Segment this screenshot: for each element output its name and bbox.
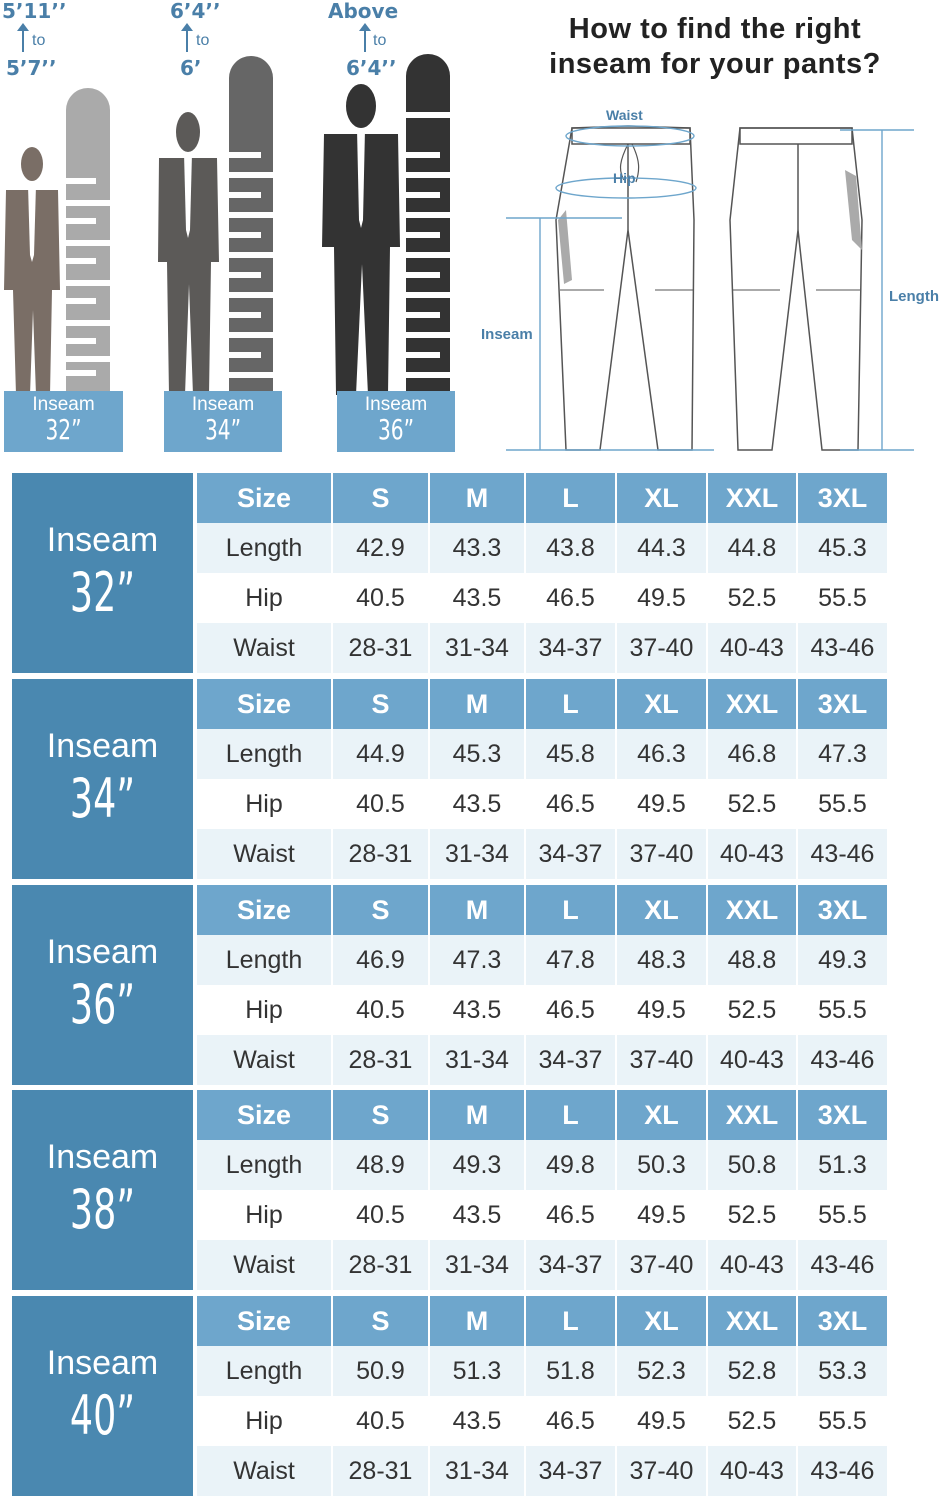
value-cell: 43.5 bbox=[429, 1190, 525, 1240]
value-cell: 43-46 bbox=[797, 1446, 887, 1496]
row-label: Hip bbox=[196, 1396, 332, 1446]
table-row bbox=[196, 829, 887, 879]
header-cell: Size bbox=[196, 679, 332, 729]
table-row bbox=[196, 1446, 887, 1496]
row-label: Length bbox=[196, 729, 332, 779]
value-cell: 31-34 bbox=[429, 623, 525, 673]
value-cell: 43-46 bbox=[797, 623, 887, 673]
value-cell: 31-34 bbox=[429, 1035, 525, 1085]
table-row bbox=[196, 1240, 887, 1290]
value-cell: 45.3 bbox=[797, 523, 887, 573]
row-label: Length bbox=[196, 935, 332, 985]
table-row bbox=[196, 573, 887, 623]
value-cell: 40.5 bbox=[332, 1396, 429, 1446]
value-cell: 44.8 bbox=[707, 523, 797, 573]
value-cell: 49.5 bbox=[616, 573, 707, 623]
header-cell: M bbox=[429, 885, 525, 935]
value-cell: 40-43 bbox=[707, 829, 797, 879]
value-cell: 28-31 bbox=[332, 1446, 429, 1496]
value-cell: 49.5 bbox=[616, 779, 707, 829]
value-cell: 52.5 bbox=[707, 1396, 797, 1446]
height-from: Above bbox=[328, 0, 399, 23]
value-cell: 28-31 bbox=[332, 1240, 429, 1290]
value-cell: 37-40 bbox=[616, 1446, 707, 1496]
value-cell: 51.8 bbox=[525, 1346, 616, 1396]
value-cell: 34-37 bbox=[525, 623, 616, 673]
value-cell: 46.9 bbox=[332, 935, 429, 985]
value-cell: 43.8 bbox=[525, 523, 616, 573]
header-cell: XXL bbox=[707, 679, 797, 729]
header-cell: M bbox=[429, 473, 525, 523]
inseam-badge-34 bbox=[164, 391, 282, 452]
value-cell: 40-43 bbox=[707, 1240, 797, 1290]
value-cell: 53.3 bbox=[797, 1346, 887, 1396]
value-cell: 43.3 bbox=[429, 523, 525, 573]
inseam-side-title: Inseam bbox=[46, 521, 159, 559]
value-cell: 43.5 bbox=[429, 779, 525, 829]
row-label: Length bbox=[196, 1346, 332, 1396]
value-cell: 37-40 bbox=[616, 829, 707, 879]
header-cell: L bbox=[525, 679, 616, 729]
value-cell: 50.3 bbox=[616, 1140, 707, 1190]
header-cell: XL bbox=[616, 1090, 707, 1140]
header-cell: XL bbox=[616, 679, 707, 729]
size-table bbox=[195, 679, 887, 879]
value-cell: 52.8 bbox=[707, 1346, 797, 1396]
value-cell: 43.5 bbox=[429, 1396, 525, 1446]
value-cell: 52.5 bbox=[707, 573, 797, 623]
table-row bbox=[196, 1035, 887, 1085]
header-cell: Size bbox=[196, 473, 332, 523]
height-from: 6’4’’ bbox=[170, 0, 221, 23]
arrow-up-icon bbox=[22, 30, 24, 52]
inseam-side-title: Inseam bbox=[46, 1344, 159, 1382]
value-cell: 55.5 bbox=[797, 1396, 887, 1446]
size-table bbox=[195, 885, 887, 1085]
value-cell: 43-46 bbox=[797, 1240, 887, 1290]
value-cell: 50.8 bbox=[707, 1140, 797, 1190]
value-cell: 44.9 bbox=[332, 729, 429, 779]
size-table-block bbox=[12, 885, 888, 1085]
table-header-row bbox=[196, 473, 887, 523]
row-label: Hip bbox=[196, 573, 332, 623]
inseam-side-value: 32” bbox=[69, 561, 136, 624]
waist-label: Waist bbox=[606, 107, 643, 123]
inseam-side-value: 34” bbox=[69, 767, 136, 830]
value-cell: 55.5 bbox=[797, 985, 887, 1035]
inseam-side-label bbox=[12, 885, 193, 1085]
value-cell: 34-37 bbox=[525, 1240, 616, 1290]
inseam-badge-label: Inseam bbox=[191, 394, 255, 415]
pants-diagram-icon bbox=[500, 100, 920, 460]
value-cell: 45.8 bbox=[525, 729, 616, 779]
header-cell: XXL bbox=[707, 1296, 797, 1346]
table-header-row bbox=[196, 679, 887, 729]
header-cell: Size bbox=[196, 885, 332, 935]
table-row bbox=[196, 1190, 887, 1240]
length-label: Length bbox=[889, 288, 939, 305]
value-cell: 40-43 bbox=[707, 1035, 797, 1085]
value-cell: 46.5 bbox=[525, 985, 616, 1035]
person-ruler-icon bbox=[155, 52, 280, 395]
row-label: Hip bbox=[196, 1190, 332, 1240]
person-ruler-icon bbox=[0, 50, 120, 395]
value-cell: 48.8 bbox=[707, 935, 797, 985]
height-to: 5’7’’ bbox=[6, 56, 57, 80]
inseam-badge-36 bbox=[337, 391, 455, 452]
height-to: 6’4’’ bbox=[346, 56, 397, 80]
inseam-side-title: Inseam bbox=[46, 933, 159, 971]
table-header-row bbox=[196, 1296, 887, 1346]
table-row bbox=[196, 623, 887, 673]
row-label: Waist bbox=[196, 1446, 332, 1496]
height-to: 6’ bbox=[180, 56, 202, 80]
value-cell: 45.3 bbox=[429, 729, 525, 779]
value-cell: 37-40 bbox=[616, 623, 707, 673]
value-cell: 52.5 bbox=[707, 985, 797, 1035]
value-cell: 52.5 bbox=[707, 779, 797, 829]
value-cell: 49.5 bbox=[616, 1190, 707, 1240]
value-cell: 34-37 bbox=[525, 1446, 616, 1496]
inseam-side-label bbox=[12, 473, 193, 673]
value-cell: 47.3 bbox=[797, 729, 887, 779]
value-cell: 48.9 bbox=[332, 1140, 429, 1190]
header-cell: 3XL bbox=[797, 1296, 887, 1346]
size-table-block bbox=[12, 679, 888, 879]
inseam-badge-value: 32” bbox=[45, 413, 82, 446]
inseam-label: Inseam bbox=[481, 326, 533, 343]
row-label: Waist bbox=[196, 1240, 332, 1290]
inseam-badge-value: 36” bbox=[377, 413, 415, 446]
header-cell: XXL bbox=[707, 885, 797, 935]
table-row bbox=[196, 935, 887, 985]
value-cell: 50.9 bbox=[332, 1346, 429, 1396]
header-cell: S bbox=[332, 679, 429, 729]
value-cell: 43-46 bbox=[797, 1035, 887, 1085]
value-cell: 49.5 bbox=[616, 985, 707, 1035]
table-row bbox=[196, 1140, 887, 1190]
value-cell: 49.3 bbox=[797, 935, 887, 985]
height-to-word: to bbox=[373, 32, 387, 49]
value-cell: 40.5 bbox=[332, 985, 429, 1035]
row-label: Length bbox=[196, 1140, 332, 1190]
header-cell: 3XL bbox=[797, 473, 887, 523]
value-cell: 47.3 bbox=[429, 935, 525, 985]
header-cell: L bbox=[525, 473, 616, 523]
row-label: Waist bbox=[196, 623, 332, 673]
value-cell: 37-40 bbox=[616, 1035, 707, 1085]
table-row bbox=[196, 779, 887, 829]
header-cell: 3XL bbox=[797, 679, 887, 729]
value-cell: 55.5 bbox=[797, 1190, 887, 1240]
value-cell: 44.3 bbox=[616, 523, 707, 573]
inseam-side-title: Inseam bbox=[46, 727, 159, 765]
value-cell: 31-34 bbox=[429, 829, 525, 879]
value-cell: 52.5 bbox=[707, 1190, 797, 1240]
table-header-row bbox=[196, 885, 887, 935]
value-cell: 46.5 bbox=[525, 1396, 616, 1446]
header-cell: Size bbox=[196, 1090, 332, 1140]
value-cell: 40-43 bbox=[707, 623, 797, 673]
value-cell: 40-43 bbox=[707, 1446, 797, 1496]
header-cell: XL bbox=[616, 473, 707, 523]
size-table-block bbox=[12, 1296, 888, 1496]
table-row bbox=[196, 1346, 887, 1396]
header-cell: M bbox=[429, 1090, 525, 1140]
value-cell: 48.3 bbox=[616, 935, 707, 985]
value-cell: 46.5 bbox=[525, 779, 616, 829]
value-cell: 46.5 bbox=[525, 573, 616, 623]
value-cell: 34-37 bbox=[525, 1035, 616, 1085]
value-cell: 40.5 bbox=[332, 779, 429, 829]
inseam-badge-value: 34” bbox=[204, 413, 242, 446]
table-row bbox=[196, 729, 887, 779]
header-cell: S bbox=[332, 473, 429, 523]
table-row bbox=[196, 523, 887, 573]
value-cell: 49.3 bbox=[429, 1140, 525, 1190]
inseam-side-label bbox=[12, 1296, 193, 1496]
header-cell: 3XL bbox=[797, 885, 887, 935]
table-row bbox=[196, 1396, 887, 1446]
header-cell: XL bbox=[616, 1296, 707, 1346]
size-table-block bbox=[12, 1090, 888, 1290]
value-cell: 31-34 bbox=[429, 1446, 525, 1496]
value-cell: 37-40 bbox=[616, 1240, 707, 1290]
arrow-up-icon bbox=[364, 30, 366, 52]
value-cell: 43-46 bbox=[797, 829, 887, 879]
row-label: Waist bbox=[196, 1035, 332, 1085]
height-to-word: to bbox=[196, 32, 210, 49]
header-cell: L bbox=[525, 1296, 616, 1346]
table-header-row bbox=[196, 1090, 887, 1140]
value-cell: 34-37 bbox=[525, 829, 616, 879]
value-cell: 55.5 bbox=[797, 573, 887, 623]
header-cell: M bbox=[429, 679, 525, 729]
row-label: Length bbox=[196, 523, 332, 573]
value-cell: 46.5 bbox=[525, 1190, 616, 1240]
inseam-side-title: Inseam bbox=[46, 1138, 159, 1176]
guide-title bbox=[520, 12, 910, 82]
inseam-side-value: 38” bbox=[69, 1178, 136, 1241]
value-cell: 51.3 bbox=[797, 1140, 887, 1190]
value-cell: 43.5 bbox=[429, 985, 525, 1035]
value-cell: 28-31 bbox=[332, 829, 429, 879]
value-cell: 31-34 bbox=[429, 1240, 525, 1290]
height-from: 5’11’’ bbox=[2, 0, 67, 23]
header-cell: S bbox=[332, 1296, 429, 1346]
inseam-side-value: 40” bbox=[69, 1384, 136, 1447]
size-table bbox=[195, 1090, 887, 1290]
header-cell: XL bbox=[616, 885, 707, 935]
value-cell: 49.8 bbox=[525, 1140, 616, 1190]
height-to-word: to bbox=[32, 32, 46, 49]
header-cell: S bbox=[332, 885, 429, 935]
header-cell: S bbox=[332, 1090, 429, 1140]
header-cell: L bbox=[525, 1090, 616, 1140]
value-cell: 40.5 bbox=[332, 573, 429, 623]
value-cell: 42.9 bbox=[332, 523, 429, 573]
header-cell: XXL bbox=[707, 1090, 797, 1140]
guide-title-line2: inseam for your pants? bbox=[549, 48, 881, 80]
value-cell: 55.5 bbox=[797, 779, 887, 829]
inseam-side-value: 36” bbox=[69, 973, 136, 1036]
value-cell: 49.5 bbox=[616, 1396, 707, 1446]
value-cell: 46.3 bbox=[616, 729, 707, 779]
inseam-badge-label: Inseam bbox=[32, 394, 95, 415]
header-cell: XXL bbox=[707, 473, 797, 523]
header-cell: M bbox=[429, 1296, 525, 1346]
row-label: Hip bbox=[196, 779, 332, 829]
row-label: Waist bbox=[196, 829, 332, 879]
person-ruler-icon bbox=[320, 52, 455, 395]
value-cell: 51.3 bbox=[429, 1346, 525, 1396]
size-table bbox=[195, 1296, 887, 1496]
value-cell: 43.5 bbox=[429, 573, 525, 623]
inseam-badge-32 bbox=[4, 391, 123, 452]
value-cell: 47.8 bbox=[525, 935, 616, 985]
header-cell: Size bbox=[196, 1296, 332, 1346]
value-cell: 28-31 bbox=[332, 623, 429, 673]
size-table-block bbox=[12, 473, 888, 673]
header-cell: L bbox=[525, 885, 616, 935]
value-cell: 28-31 bbox=[332, 1035, 429, 1085]
value-cell: 40.5 bbox=[332, 1190, 429, 1240]
header-cell: 3XL bbox=[797, 1090, 887, 1140]
inseam-side-label bbox=[12, 1090, 193, 1290]
inseam-badge-label: Inseam bbox=[364, 394, 428, 415]
value-cell: 52.3 bbox=[616, 1346, 707, 1396]
table-row bbox=[196, 985, 887, 1035]
hip-label: Hip bbox=[613, 170, 636, 186]
inseam-side-label bbox=[12, 679, 193, 879]
value-cell: 46.8 bbox=[707, 729, 797, 779]
size-table bbox=[195, 473, 887, 673]
guide-title-line1: How to find the right bbox=[568, 13, 862, 45]
arrow-up-icon bbox=[186, 30, 188, 52]
row-label: Hip bbox=[196, 985, 332, 1035]
